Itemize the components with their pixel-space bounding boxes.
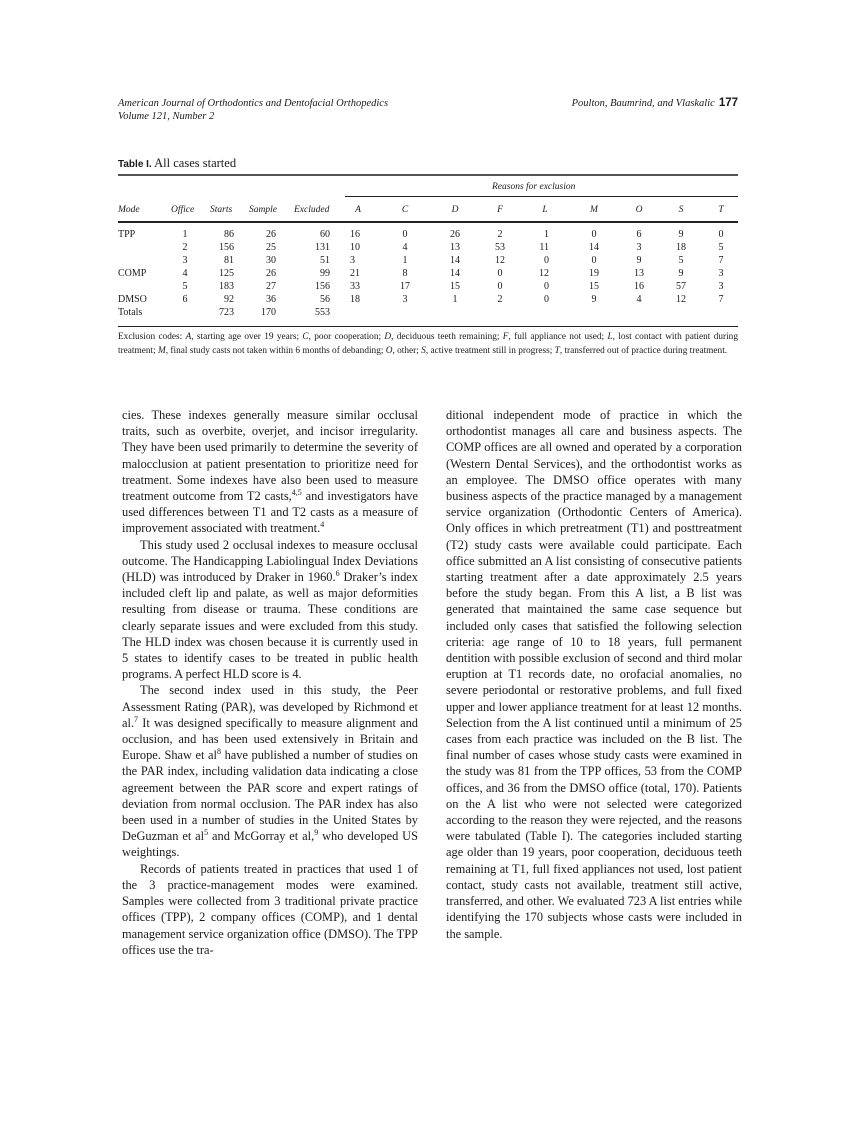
cell-a: 16 <box>350 229 360 240</box>
text-run: have published a number of studies on the PAR index, including validation data indicating a close agreement between the PAR score and expert ratings of deviation from normal occlusion. The PAR index has also been used in a number of studies in the United States by DeGuzman et al <box>122 748 418 844</box>
cell-d: 1 <box>452 294 458 305</box>
cell-d: 13 <box>450 242 460 253</box>
cell-f: 53 <box>495 242 505 253</box>
cell-mode: Totals <box>118 307 143 318</box>
journal-name: American Journal of Orthodontics and Dentofacial Orthopedics <box>118 98 389 109</box>
cell-d: 14 <box>450 255 460 266</box>
cell-o: 16 <box>634 281 644 292</box>
col-header-c: C <box>401 205 409 215</box>
cell-mode: TPP <box>118 229 136 240</box>
cell-office: 3 <box>182 255 188 266</box>
code-t-desc: , transferred out of practice during treatment. <box>559 345 728 356</box>
cell-t: 7 <box>718 255 724 266</box>
table-footnote <box>118 331 738 358</box>
col-header-a: A <box>355 205 361 215</box>
table-bottom-rule <box>118 326 738 327</box>
cell-starts: 92 <box>224 294 234 305</box>
cell-s: 18 <box>676 242 686 253</box>
cell-sample: 26 <box>266 229 276 240</box>
text-run: Records of patients treated in practices that used 1 of the 3 practice-management modes were examined. Samples were collected from 3 traditional private practice offices (TPP), 2 company offices (COMP), and 1 dental management service organization office (DMSO). The TPP offices use the tra- <box>122 861 418 957</box>
cell-l: 0 <box>544 294 549 305</box>
cell-f: 0 <box>497 281 503 292</box>
cell-office: 2 <box>182 242 188 253</box>
cell-starts: 81 <box>224 255 234 266</box>
col-header-l: L <box>542 205 548 215</box>
citation: 7 <box>134 714 139 724</box>
cell-m: 0 <box>591 255 597 266</box>
table-row <box>118 242 738 254</box>
cell-s: 9 <box>678 229 684 240</box>
cell-office: 1 <box>182 229 188 240</box>
table-row <box>118 294 738 306</box>
cell-s: 5 <box>678 255 684 266</box>
paragraph <box>122 682 418 860</box>
cell-a: 3 <box>350 255 355 266</box>
cell-t: 7 <box>718 294 724 305</box>
cell-s: 57 <box>676 281 686 292</box>
cell-l: 11 <box>539 242 549 253</box>
text-run: It was designed specifically to measure alignment and occlusion, and has been used extensively in Britain and Europe. Shaw et al <box>122 715 418 763</box>
cell-starts: 86 <box>224 229 234 240</box>
table-row <box>118 255 738 267</box>
cell-m: 0 <box>591 229 597 240</box>
text-run: This study used 2 occlusal indexes to measure occlusal outcome. The Handicapping Labiolingual Index Deviations (HLD) was introduced by Draker in 1960. <box>122 537 418 585</box>
cell-t: 3 <box>718 268 724 279</box>
citation: 8 <box>217 747 221 757</box>
col-header-excluded: Excluded <box>294 205 330 215</box>
code-o-desc: , other; <box>392 345 422 356</box>
paragraph <box>122 861 418 958</box>
cell-excluded: 60 <box>320 229 330 240</box>
code-f-desc: , full appliance not used; <box>508 332 608 342</box>
cell-starts: 125 <box>219 268 234 279</box>
cell-sample: 30 <box>266 255 276 266</box>
cell-m: 19 <box>589 268 599 279</box>
col-header-s: S <box>678 205 684 215</box>
col-header-o: O <box>635 205 643 215</box>
table-caption: All cases started <box>154 156 237 170</box>
text-run: who developed US weightings. <box>122 829 418 860</box>
cell-o: 9 <box>636 255 642 266</box>
cell-c: 17 <box>400 281 410 292</box>
text-run: and McGorray et al, <box>208 829 315 844</box>
cell-a: 21 <box>350 268 360 279</box>
cell-sample: 170 <box>261 307 276 318</box>
text-run: cies. These indexes generally measure similar occlusal traits, such as overbite, overjet, and incisor irregularity. They have been used primarily to determine the severity of malocclusion at patient presentation to prioritize need for treatment. Some indexes have also been used to measure treatment outcome from T2 casts, <box>122 408 418 504</box>
cell-starts: 156 <box>219 242 234 253</box>
table-label: Table I. <box>118 159 152 170</box>
cell-excluded: 56 <box>320 294 330 305</box>
cell-s: 9 <box>678 268 684 279</box>
table-row <box>118 229 738 241</box>
table-row <box>118 281 738 293</box>
paragraph <box>122 407 418 537</box>
citation: 9 <box>314 828 319 838</box>
cell-c: 8 <box>402 268 408 279</box>
table-spanner-heading: Reasons for exclusion <box>492 182 576 192</box>
cell-sample: 25 <box>266 242 276 253</box>
spanner-rule <box>345 196 738 197</box>
footnote-prefix: Exclusion codes: <box>118 332 186 342</box>
col-header-t: T <box>718 205 724 215</box>
citation: 4,5 <box>291 488 302 498</box>
code-m: M <box>158 345 166 356</box>
cell-c: 3 <box>402 294 408 305</box>
cell-f: 12 <box>495 255 505 266</box>
cell-f: 2 <box>497 294 503 305</box>
cell-l: 0 <box>544 281 549 292</box>
cell-o: 6 <box>636 229 642 240</box>
cell-t: 3 <box>718 281 724 292</box>
cell-d: 15 <box>450 281 460 292</box>
cell-d: 14 <box>450 268 460 279</box>
cell-f: 0 <box>497 268 503 279</box>
table-row-totals <box>118 307 738 319</box>
header-rule <box>118 221 738 223</box>
cell-o: 4 <box>636 294 642 305</box>
journal-volume: Volume 121, Number 2 <box>118 111 215 122</box>
text-run: ditional independent mode of practice in which the orthodontist manages all care and business aspects. The COMP offices are all owned and operated by a corporation (Western Dental Services), and the orthodontist works as an employee. The DMSO office operates with many business aspects of the practice managed by a management service organization (Orthodontic Centers of America). Only offices in which pretreatment (T1) and posttreatment (T2) study casts were available could participate. Each office submitted an A list consisting of consecutive patients starting treatment after a date approximately 2.5 years before the study began. From this A list, a B list was generated that maintained the same case sequence but included only cases that satisfied the following selection criteria: age range of 10 to 18 years, full permanent dentition with possible exclusion of second and third molar eruption at T1 records date, no orofacial anomalies, no severe periodontal or restorative problems, and full fixed upper and lower appliance treatment for at least 12 months. Selection from the A list continued until a minimum of 25 cases from each practice was included on the B list. The final number of cases whose study casts were examined in the study was 81 from the TPP offices, 53 from the COMP offices, and 36 from the DMSO office (total, 170). Patients on the A list who were not selected were categorized according to the reason they were rejected, and the reasons were tabulated (Table I). The categories included starting age older than 19 years, poor cooperation, deciduous teeth remaining at T1, full fixed appliances not used, lost patient contact, study casts not available, treatment still active, transferred, and other. We evaluated 723 A list entries while identifying the 170 subjects whose casts were included in the sample. <box>446 408 742 941</box>
col-header-mode: Mode <box>118 205 140 215</box>
cell-sample: 26 <box>266 268 276 279</box>
cell-sample: 27 <box>266 281 276 292</box>
code-a: A <box>185 332 192 342</box>
text-run: Draker’s index included cleft lip and palate, as well as major deformities resulting from disease or trauma. These conditions are clearly separate issues and were excluded from this study. The HLD index was chosen because it is currently used in 5 states to identify cases to be treated in public health programs. A perfect HLD score is 4. <box>122 570 418 682</box>
cell-d: 26 <box>450 229 460 240</box>
cell-t: 0 <box>718 229 724 240</box>
col-header-office: Office <box>171 205 195 215</box>
citation: 5 <box>204 828 209 838</box>
body-left-column <box>122 407 418 958</box>
page-number: 177 <box>718 97 738 109</box>
cell-mode: DMSO <box>118 294 147 305</box>
cell-a: 33 <box>350 281 360 292</box>
cell-c: 1 <box>402 255 408 266</box>
cell-o: 3 <box>636 242 642 253</box>
cell-excluded: 131 <box>315 242 330 253</box>
code-d: D <box>384 332 392 342</box>
code-c-desc: , poor cooperation; <box>308 332 385 342</box>
col-header-d: D <box>451 205 459 215</box>
cell-m: 9 <box>591 294 597 305</box>
cell-sample: 36 <box>266 294 276 305</box>
cell-office: 4 <box>182 268 188 279</box>
col-header-sample: Sample <box>249 205 277 215</box>
code-m-desc: , final study casts not taken within 6 months of debanding; <box>165 345 386 356</box>
code-o: O <box>385 345 393 356</box>
cell-m: 14 <box>589 242 599 253</box>
cell-starts: 183 <box>219 281 234 292</box>
code-l-desc: , lost contact with patient during treatment; <box>118 332 738 356</box>
cell-l: 1 <box>544 229 549 240</box>
paragraph <box>446 407 742 942</box>
cell-office: 6 <box>182 294 188 305</box>
paragraph <box>122 537 418 683</box>
authors: Poulton, Baumrind, and Vlaskalic <box>571 98 715 109</box>
code-l: L <box>607 332 613 342</box>
journal-info <box>118 97 388 123</box>
code-t: T <box>554 345 560 356</box>
cell-o: 13 <box>634 268 644 279</box>
cell-a: 18 <box>350 294 360 305</box>
cell-office: 5 <box>182 281 188 292</box>
code-a-desc: , starting age over 19 years; <box>191 332 303 342</box>
cell-m: 15 <box>589 281 599 292</box>
cell-c: 0 <box>402 229 408 240</box>
cell-a: 10 <box>350 242 360 253</box>
cell-c: 4 <box>402 242 408 253</box>
col-header-m: M <box>590 205 598 215</box>
author-page <box>572 97 738 110</box>
code-s: S <box>421 345 426 356</box>
citation: 4 <box>320 520 325 530</box>
code-f: F <box>502 332 509 342</box>
cell-l: 12 <box>539 268 549 279</box>
cell-f: 2 <box>497 229 503 240</box>
cell-excluded: 99 <box>320 268 330 279</box>
cell-excluded: 156 <box>315 281 330 292</box>
body-right-column <box>446 407 742 942</box>
text-run: The second index used in this study, the Peer Assessment Rating (PAR), was developed by Richmond et al. <box>122 683 418 730</box>
code-s-desc: , active treatment still in progress; <box>425 345 555 356</box>
table-header-row <box>118 205 738 217</box>
code-d-desc: , deciduous teeth remaining; <box>391 332 503 342</box>
cell-s: 12 <box>676 294 686 305</box>
text-run: and investigators have used differences between T1 and T2 casts as a measure of improvement associated with treatment. <box>122 489 418 536</box>
table-row <box>118 268 738 280</box>
col-header-starts: Starts <box>210 205 233 215</box>
cell-l: 0 <box>544 255 549 266</box>
table-title <box>118 156 236 171</box>
cell-starts: 723 <box>219 307 234 318</box>
cell-mode: COMP <box>118 268 147 279</box>
col-header-f: F <box>497 205 503 215</box>
cell-excluded: 51 <box>320 255 330 266</box>
cell-t: 5 <box>718 242 724 253</box>
citation: 6 <box>335 569 340 579</box>
table-top-rule <box>118 174 738 176</box>
code-c: C <box>302 332 309 342</box>
cell-excluded: 553 <box>315 307 330 318</box>
